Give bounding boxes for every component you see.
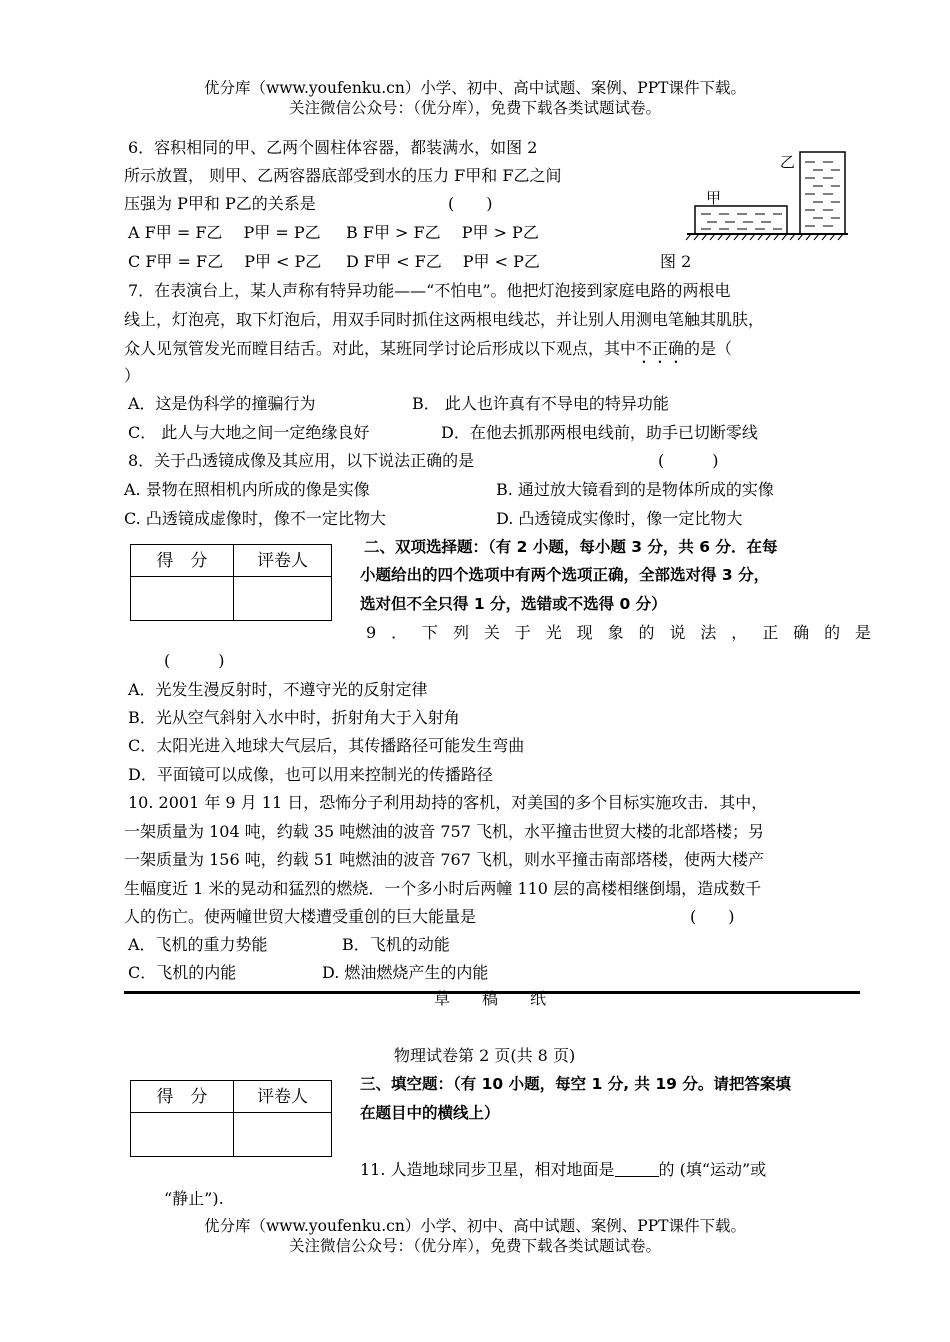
q6-line-3: 压强为 P甲和 P乙的关系是	[124, 194, 316, 213]
q7-line-1: 7．在表演台上，某人声称有特异功能——“不怕电”。他把灯泡接到家庭电路的两根电	[128, 281, 731, 300]
q8-option-a: A. 景物在照相机内所成的像是实像	[124, 480, 370, 499]
section-3-line-1: 三、填空题：（有 10 小题，每空 1 分, 共 19 分。请把答案填	[360, 1075, 791, 1093]
q11-line-1-pre: 11. 人造地球同步卫星，相对地面是	[360, 1160, 615, 1179]
q9-line-1: 9．下列关于光现象的说法，正确的是	[366, 623, 871, 642]
q8-option-d: D. 凸透镜成实像时，像一定比物大	[496, 509, 743, 528]
q7-line-2: 线上，灯泡亮，取下灯泡后，用双手同时抓住这两根电线芯，并让别人用测电笔触其肌肤，	[124, 310, 765, 329]
q7-emphasis-not-correct: 不正确	[636, 339, 685, 358]
q6-line-2: 所示放置， 则甲、乙两容器底部受到水的压力 F甲和 F乙之间	[124, 166, 562, 185]
score-box-col-grader: 评卷人	[234, 1081, 332, 1113]
q9-option-a: A．光发生漫反射时，不遵守光的反射定律	[128, 680, 428, 699]
score-box-score-cell[interactable]	[131, 577, 234, 621]
q10-line-1: 10. 2001 年 9 月 11 日，恐怖分子利用劫持的客机，对美国的多个目标实施攻击．其中，	[128, 793, 768, 812]
q9-answer-paren: ( )	[164, 651, 225, 670]
q10-line-2: 一架质量为 104 吨，约载 35 吨燃油的波音 757 飞机，水平撞击世贸大楼的北部塔楼；另	[124, 822, 764, 841]
score-box-grader-cell[interactable]	[234, 577, 332, 621]
q6-option-a: A F甲 = F乙 P甲 = P乙	[128, 223, 321, 242]
score-box-col-grader: 评卷人	[234, 545, 332, 577]
q6-answer-paren: ( )	[448, 194, 493, 213]
score-box-score-cell[interactable]	[131, 1113, 234, 1157]
q7-option-c: C． 此人与大地之间一定绝缘良好	[128, 423, 370, 442]
q8-option-c: C. 凸透镜成虚像时，像不一定比物大	[124, 509, 386, 528]
section-2-line-3: 选对但不全只得 1 分，选错或不选得 0 分）	[360, 595, 667, 613]
score-box-section-3	[130, 1080, 332, 1157]
footer-line-1: 优分库（www.youfenku.cn）小学、初中、高中试题、案例、PPT课件下载。	[203, 1217, 747, 1235]
q9-option-d: D．平面镜可以成像，也可以用来控制光的传播路径	[128, 765, 493, 784]
q10-answer-paren: ( )	[690, 907, 735, 926]
q9-option-c: C．太阳光进入地球大气层后，其传播路径可能发生弯曲	[128, 736, 525, 755]
q6-option-d: D F甲 < F乙 P甲 < P乙	[346, 252, 540, 271]
q11-line-2: “静止”).	[164, 1189, 224, 1208]
q10-line-3: 一架质量为 156 吨，约载 51 吨燃油的波音 767 飞机，则水平撞击南部塔楼，使两大楼产	[124, 850, 764, 869]
header-line-1: 优分库（www.youfenku.cn）小学、初中、高中试题、案例、PPT课件下载。	[203, 79, 747, 97]
q11-line-1	[360, 1156, 766, 1184]
q7-line-3-post: 的是（	[684, 339, 733, 358]
q7-line-4: ）	[124, 366, 141, 385]
score-box-section-2	[130, 544, 332, 621]
q11-line-1-post: 的 (填“运动”或	[658, 1160, 767, 1179]
q8-answer-paren: ( )	[658, 451, 719, 470]
score-box-col-score: 得 分	[131, 545, 234, 577]
q10-option-d: D. 燃油燃烧产生的内能	[322, 963, 489, 982]
q8-line-1: 8．关于凸透镜成像及其应用，以下说法正确的是	[128, 451, 475, 470]
figure-caption: 图 2	[660, 252, 692, 271]
q6-option-b: B F甲 > F乙 P甲 > P乙	[346, 223, 539, 242]
q7-line-3-pre: 众人见氖管发光而瞠目结舌。对此，某班同学讨论后形成以下观点，其中	[124, 339, 637, 358]
q10-option-c: C．飞机的内能	[128, 963, 237, 982]
q6-line-1: 6．容积相同的甲、乙两个圆柱体容器，都装满水，如图 2	[128, 138, 538, 157]
header-line-2: 关注微信公众号：（优分库），免费下载各类试题试卷。	[288, 99, 661, 117]
figure-label-jia: 甲	[706, 189, 722, 207]
section-3-line-2: 在题目中的横线上）	[360, 1104, 500, 1122]
q10-line-5: 人的伤亡。使两幢世贸大楼遭受重创的巨大能量是	[124, 907, 477, 926]
q8-option-b: B. 通过放大镜看到的是物体所成的实像	[496, 480, 774, 499]
footer-line-2: 关注微信公众号：（优分库），免费下载各类试题试卷。	[288, 1237, 661, 1255]
q10-line-4: 生幅度近 1 米的晃动和猛烈的燃烧．一个多小时后两幢 110 层的高楼相继倒塌，造成数千	[124, 879, 762, 898]
q10-option-b: B．飞机的动能	[342, 935, 450, 954]
q9-option-b: B．光从空气斜射入水中时，折射角大于入射角	[128, 708, 460, 727]
score-box-col-score: 得 分	[131, 1081, 234, 1113]
section-2-line-2: 小题给出的四个选项中有两个选项正确，全部选对得 3 分，	[360, 566, 770, 584]
page-number: 物理试卷第 2 页(共 8 页)	[394, 1046, 576, 1065]
q7-option-a: A．这是伪科学的撞骗行为	[128, 394, 316, 413]
score-box-grader-cell[interactable]	[234, 1113, 332, 1157]
q7-option-d: D．在他去抓那两根电线前，助手已切断零线	[441, 423, 758, 442]
figure-label-yi: 乙	[780, 153, 796, 171]
q7-line-3	[124, 335, 732, 367]
draft-paper-label: 草 稿 纸	[434, 989, 547, 1008]
section-2-line-1: 二、双项选择题：（有 2 小题，每小题 3 分，共 6 分．在每	[364, 538, 778, 556]
q11-answer-blank[interactable]	[615, 1158, 659, 1177]
q6-option-c: C F甲 = F乙 P甲 < P乙	[128, 252, 322, 271]
q7-option-b: B． 此人也许真有不导电的特异功能	[412, 394, 669, 413]
q10-option-a: A．飞机的重力势能	[128, 935, 268, 954]
